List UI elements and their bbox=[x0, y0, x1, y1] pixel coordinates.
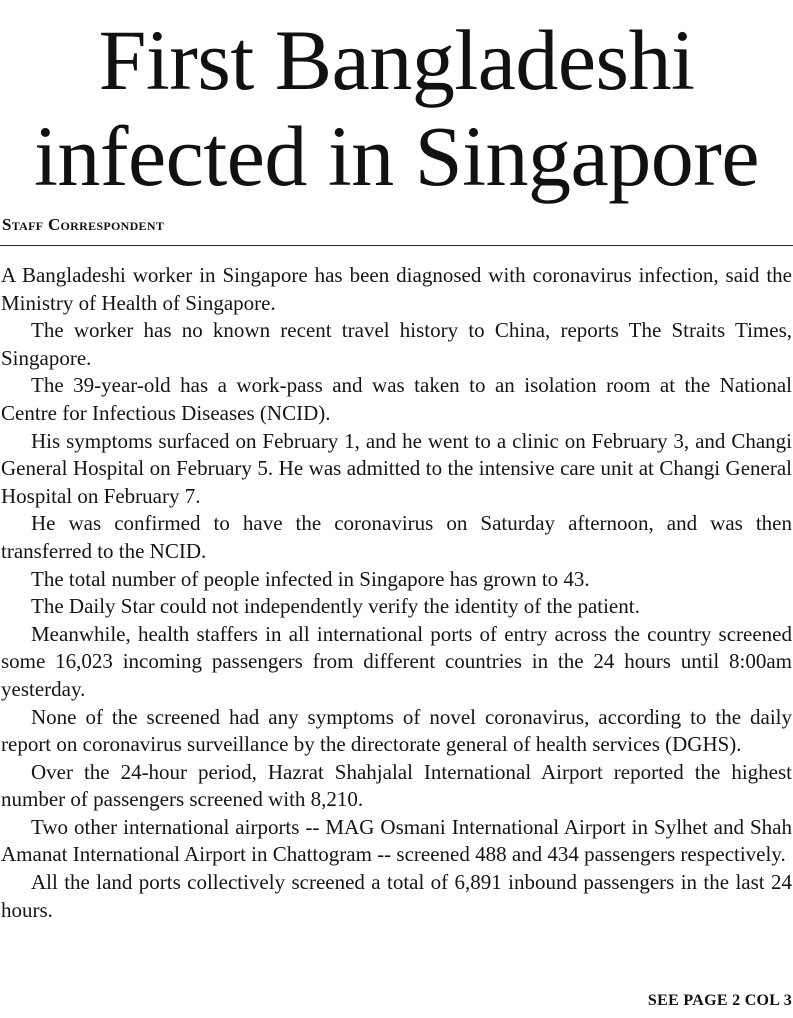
paragraph: The 39-year-old has a work-pass and was taken to an isolation room at the National Centre for Infectious Diseases (NCID). bbox=[1, 373, 792, 425]
paragraph: He was confirmed to have the coronavirus on Saturday afternoon, and was then transferred to the NCID. bbox=[1, 511, 792, 563]
headline-line-2: infected in Singapore bbox=[33, 108, 760, 204]
paragraph: The total number of people infected in Singapore has grown to 43. bbox=[31, 566, 590, 591]
continued-jump-line: SEE PAGE 2 COL 3 bbox=[647, 992, 792, 1009]
paragraph: Two other international airports -- MAG Osmani International Airport in Sylhet and Shah Amanat International Airport in Chattogram -- screened 488 and 434 passengers respectively. bbox=[1, 814, 792, 867]
paragraph: The Daily Star could not independently verify the identity of the patient. bbox=[31, 594, 640, 619]
byline-divider bbox=[0, 245, 793, 246]
paragraph: Meanwhile, health staffers in all international ports of entry across the country screened some 16,023 incoming passengers from different countries in the 24 hours until 8:00am yesterday. bbox=[1, 621, 792, 701]
headline bbox=[0, 0, 793, 204]
article-body bbox=[1, 262, 792, 924]
paragraph: The worker has no known recent travel history to China, reports The Straits Times, Singapore. bbox=[1, 318, 792, 370]
paragraph: All the land ports collectively screened a total of 6,891 inbound passengers in the last 24 hours. bbox=[1, 870, 792, 922]
paragraph: His symptoms surfaced on February 1, and he went to a clinic on February 3, and Changi General Hospital on February 5. He was admitted to the intensive care unit at Changi General Hospital on February 7. bbox=[1, 428, 792, 508]
byline: Staff Correspondent bbox=[2, 215, 165, 234]
paragraph: None of the screened had any symptoms of novel coronavirus, according to the daily report on coronavirus surveillance by the directorate general of health services (DGHS). bbox=[1, 704, 792, 757]
paragraph: Over the 24-hour period, Hazrat Shahjalal International Airport reported the highest number of passengers screened with 8,210. bbox=[1, 759, 792, 812]
paragraph: A Bangladeshi worker in Singapore has been diagnosed with coronavirus infection, said the Ministry of Health of Singapore. bbox=[1, 263, 792, 315]
headline-line-1: First Bangladeshi bbox=[98, 12, 695, 108]
